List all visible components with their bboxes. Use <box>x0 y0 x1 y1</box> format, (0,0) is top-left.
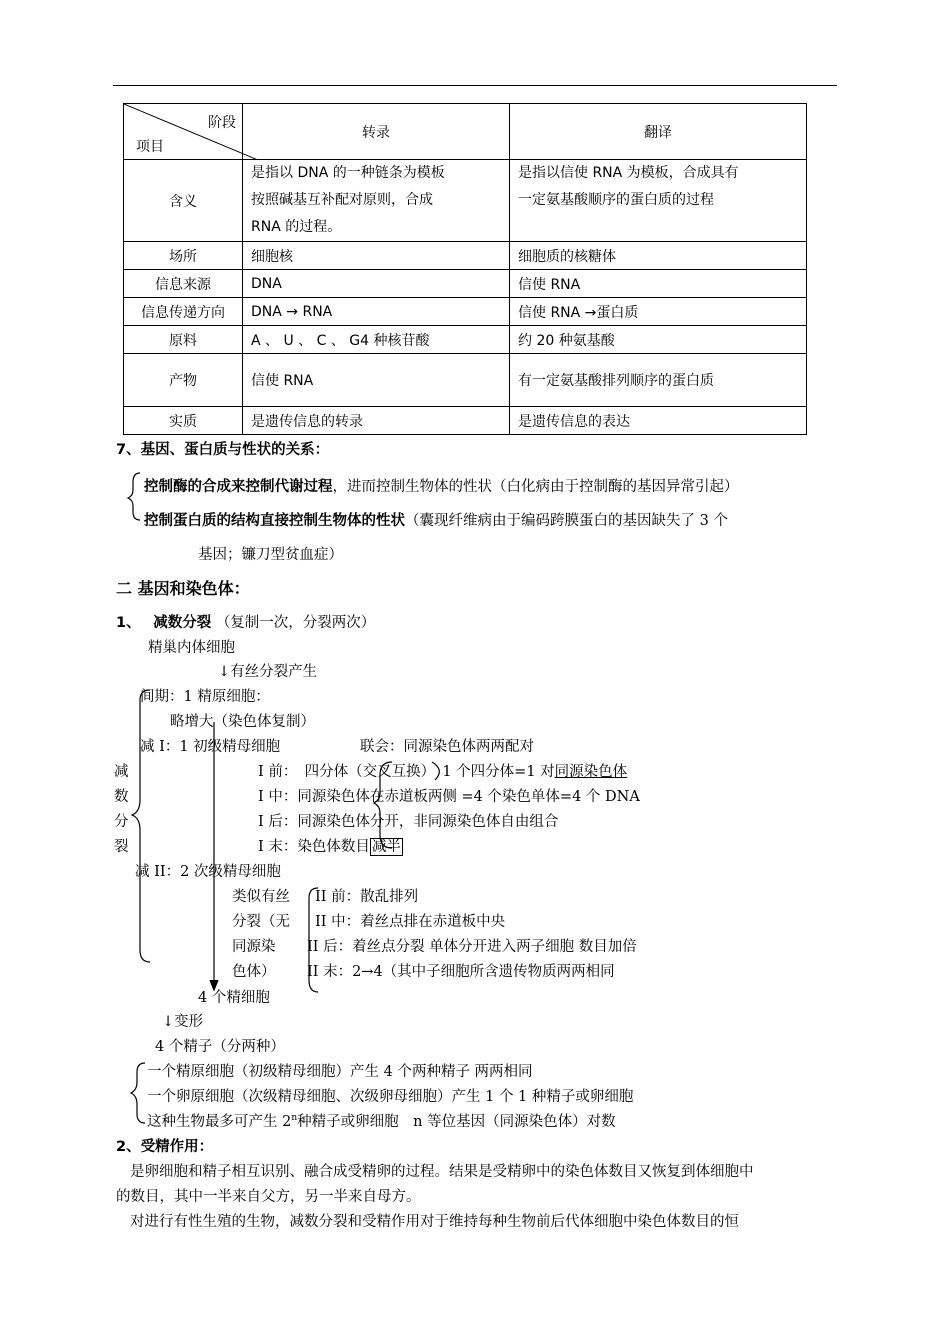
corner-bottom-label: 项目 <box>136 139 164 155</box>
brace-relation <box>128 473 140 520</box>
row-cell-b: 信使 RNA →蛋白质 <box>510 298 807 326</box>
row-cell-b: 信使 RNA <box>510 270 807 298</box>
row-cell-a: 细胞核 <box>243 242 510 270</box>
note-line-2: 一个卵原细胞（次级精母细胞、次级卵母细胞）产生 1 个 1 种精子或卵细胞 <box>147 1089 634 1105</box>
flow-synapsis: 联会：同源染色体两两配对 <box>360 739 534 755</box>
row-label: 场所 <box>124 242 243 270</box>
cell-line: 是指以 DNA 的一种链条为模板 <box>251 165 445 181</box>
similar-line-1: 类似有丝 <box>232 889 290 905</box>
side-label-2: 数 <box>114 789 129 805</box>
brace-notes <box>131 1063 145 1123</box>
phase1-arc <box>432 762 439 780</box>
meiosis-heading-rest: （复制一次，分裂两次） <box>215 615 376 631</box>
relation-line-2-bold: 控制蛋白质的结构直接控制生物体的性状 <box>144 513 405 529</box>
row-cell-a: A 、 U 、 C 、 G4 种核苷酸 <box>243 326 510 354</box>
phase-2-metaphase: II 中：着丝点排在赤道板中央 <box>315 914 506 930</box>
row-label: 产物 <box>124 354 243 407</box>
row-cell-b: 细胞质的核糖体 <box>510 242 807 270</box>
row-cell-a: 是遗传信息的转录 <box>243 407 510 435</box>
relation-line-1-bold: 控制酶的合成来控制代谢过程 <box>144 479 333 495</box>
section-2-title: 二 基因和染色体： <box>116 579 250 598</box>
meiosis-heading-bold: 减数分裂 <box>153 615 212 631</box>
row-cell-b: 有一定氨基酸排列顺序的蛋白质 <box>510 354 807 407</box>
flow-somatic-cell: 精巢内体细胞 <box>148 640 235 656</box>
relation-line-1-rest: ，进而控制生物体的性状（白化病由于控制酶的基因异常引起） <box>332 479 739 495</box>
corner-top-label: 阶段 <box>208 115 236 131</box>
relation-line-3: 基因；镰刀型贫血症） <box>198 547 343 563</box>
brace-phase1 <box>374 762 392 848</box>
cell-line: RNA 的过程。 <box>251 219 342 235</box>
row-label: 含义 <box>124 160 243 242</box>
flow-arrow-transform: ↓变形 <box>162 1014 204 1030</box>
col-header-transcription: 转录 <box>243 104 510 160</box>
halved-boxed: 减半 <box>371 839 401 855</box>
similar-line-4: 色体） <box>232 964 276 980</box>
cell-line: 是指以信使 RNA 为模板，合成具有 <box>518 165 739 181</box>
row-cell-a: DNA <box>243 270 510 298</box>
homologous-underlined: 同源染色体 <box>554 764 628 780</box>
phase-1-telophase-text: I 末：染色体数目 <box>258 839 370 855</box>
flow-meiosis-2: 减 II：2 次级精母细胞 <box>135 864 281 880</box>
cell-line: 一定氨基酸顺序的蛋白质的过程 <box>518 192 714 208</box>
main-vertical-arrowhead <box>210 980 218 990</box>
fertilization-title: 2、受精作用： <box>116 1139 214 1155</box>
similar-line-2: 分裂（无 <box>232 914 290 930</box>
note-line-3-post: 种精子或卵细胞 n 等位基因（同源染色体）对数 <box>297 1114 616 1130</box>
flow-four-sperm: 4 个精子（分两种） <box>155 1039 285 1055</box>
row-label: 信息传递方向 <box>124 298 243 326</box>
phase-1-anaphase: I 后：同源染色体分开，非同源染色体自由组合 <box>258 814 559 830</box>
phase-2-telophase: II 末：2→4（其中子细胞所含遗传物质两两相同 <box>307 964 615 980</box>
note-line-3-sup: n <box>291 1113 298 1124</box>
row-cell-b: 是遗传信息的表达 <box>510 407 807 435</box>
brace-phase2 <box>309 888 318 992</box>
brace-meiosis <box>132 690 150 962</box>
phase-1-prophase-text: I 前： 四分体（交叉互换） 1 个四分体=1 对 <box>258 764 555 780</box>
fertilization-para-1b: 的数目，其中一半来自父方，另一半来自母方。 <box>116 1189 421 1205</box>
col-header-translation: 翻译 <box>510 104 807 160</box>
fertilization-para-2: 对进行有性生殖的生物，减数分裂和受精作用对于维持每种生物前后代体细胞中染色体数目的恒 <box>130 1214 739 1230</box>
row-label: 信息来源 <box>124 270 243 298</box>
flow-grow: 略增大（染色体复制） <box>170 714 315 730</box>
phase-2-prophase: II 前：散乱排列 <box>315 889 419 905</box>
fertilization-para-1a: 是卵细胞和精子相互识别、融合成受精卵的过程。结果是受精卵中的染色体数目又恢复到体细胞中 <box>130 1164 754 1180</box>
flow-meiosis-1: 减 I：1 初级精母细胞 <box>140 739 281 755</box>
cell-line: 按照碱基互补配对原则，合成 <box>251 192 433 208</box>
row-cell-b: 约 20 种氨基酸 <box>510 326 807 354</box>
relation-line-2-rest: （囊现纤维病由于编码跨膜蛋白的基因缺失了 3 个 <box>405 513 728 529</box>
flow-four-spermatids: 4 个精细胞 <box>198 990 270 1006</box>
row-label: 实质 <box>124 407 243 435</box>
row-cell-a: 信使 RNA <box>243 354 510 407</box>
meiosis-heading-num: 1、 <box>116 615 141 631</box>
side-label-4: 裂 <box>114 839 129 855</box>
note-line-1: 一个精原细胞（初级精母细胞）产生 4 个两种精子 两两相同 <box>147 1064 533 1080</box>
section-7-title: 7、基因、蛋白质与性状的关系： <box>116 442 330 458</box>
side-label-1: 减 <box>114 764 129 780</box>
row-cell-a: DNA → RNA <box>243 298 510 326</box>
similar-line-3: 同源染 <box>232 939 276 955</box>
flow-interphase: 间期：1 精原细胞： <box>140 689 270 705</box>
flow-arrow-mitosis: ↓有丝分裂产生 <box>218 664 318 680</box>
row-label: 原料 <box>124 326 243 354</box>
phase-1-metaphase: I 中：同源染色体在赤道板两侧 =4 个染色单体=4 个 DNA <box>258 789 640 805</box>
phase-2-anaphase: II 后：着丝点分裂 单体分开进入两子细胞 数目加倍 <box>307 939 637 955</box>
note-line-3-pre: 这种生物最多可产生 2 <box>147 1114 292 1130</box>
side-label-3: 分 <box>114 814 129 830</box>
